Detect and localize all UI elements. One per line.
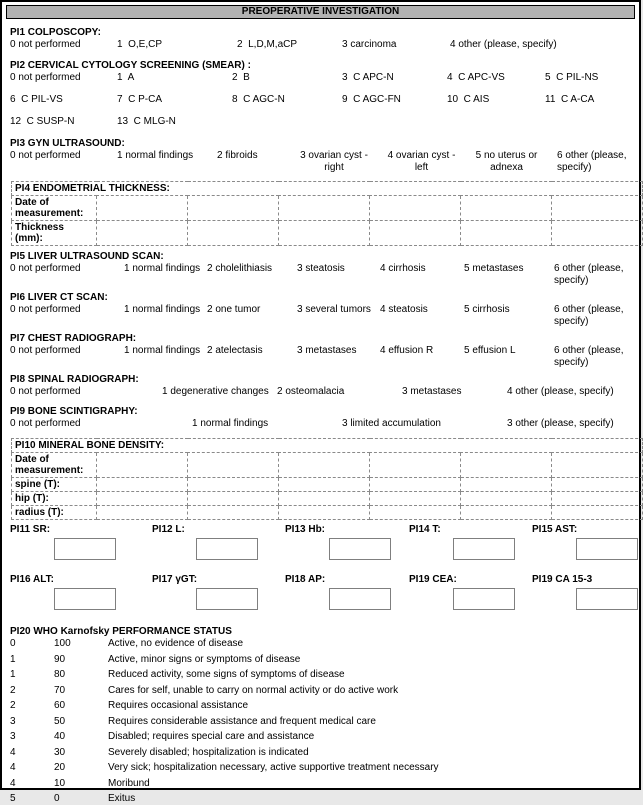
pi8-options [10,386,635,398]
table-cell[interactable] [370,453,461,478]
performance-status-row [6,654,635,666]
table-cell[interactable] [370,492,461,506]
table-cell[interactable] [188,453,279,478]
option: 1 A [117,72,135,83]
pi11-label: PI11 SR: [10,524,51,535]
pi1-options [10,39,635,51]
section-pi1 [6,27,635,51]
option: 3 metastases [402,386,462,397]
performance-status-row [6,700,635,712]
option: 1 O,E,CP [117,39,163,50]
pi10-row-label: radius (T): [12,506,97,520]
section-pi5 [6,251,635,287]
table-cell[interactable] [188,196,279,221]
lab-field-pi12 [152,524,285,560]
pi4-title: PI4 ENDOMETRIAL THICKNESS: [12,182,643,196]
pi10-row-label: Date of measurement: [12,453,97,478]
table-cell[interactable] [552,492,643,506]
option: 1 degenerative changes [162,386,269,397]
karnofsky-score: 90 [54,653,66,665]
pi1-title: PI1 COLPOSCOPY: [10,27,101,38]
pi20-title: PI20 WHO Karnofsky PERFORMANCE STATUS [10,626,232,637]
performance-status-row [6,716,635,728]
who-grade: 1 [10,669,16,680]
karnofsky-score: 60 [54,700,66,711]
table-cell[interactable] [97,221,188,246]
performance-status-row [6,669,635,681]
pi7-options [10,345,635,369]
option: 3 carcinoma [342,39,397,50]
table-cell[interactable] [97,492,188,506]
option: 0 not performed [10,386,81,397]
option: 5 metastases [464,263,524,274]
who-grade: 0 [10,638,16,649]
pi19-cea-input[interactable] [453,588,515,610]
pi19-ca153-label: PI19 CA 15-3 [532,574,593,585]
option: 2 atelectasis [207,345,263,356]
option: 8 C AGC-N [232,94,285,105]
option: 4 ovarian cyst - left [387,150,459,173]
lab-field-pi16 [10,574,152,610]
performance-status-row [6,762,635,774]
pi12-l-input[interactable] [196,538,258,560]
table-cell[interactable] [461,492,552,506]
option: 2 L,D,M,aCP [237,39,298,50]
option: 0 not performed [10,150,81,161]
option: 5 effusion L [464,345,516,356]
option: 1 normal findings [117,150,194,161]
table-cell[interactable] [461,196,552,221]
table-cell[interactable] [552,453,643,478]
table-cell[interactable] [97,506,188,520]
option: 3 several tumors [297,304,371,315]
table-cell[interactable] [552,506,643,520]
option: 4 steatosis [380,304,428,315]
status-description: Requires considerable assistance and frequent medical care [108,715,376,727]
status-description: Disabled; requires special care and assistance [108,731,315,742]
option: 4 effusion R [380,345,434,356]
option: 10 C AIS [447,94,490,105]
form-header [6,5,635,19]
option: 5 cirrhosis [464,304,510,315]
pi2-options-row1 [10,72,635,84]
status-description: Cares for self, unable to carry on normal activity or do active work [108,684,399,696]
option: 13 C MLG-N [117,116,176,127]
pi2-options-row3 [10,116,635,128]
who-grade: 4 [10,746,16,758]
lab-field-pi13 [285,524,409,560]
status-description: Severely disabled; hospitalization is indicated [108,746,309,758]
lab-field-pi15 [532,524,638,560]
option: 0 not performed [10,263,81,274]
option: 0 not performed [10,72,81,83]
pi17-label: PI17 γGT: [152,574,198,585]
section-pi4 [6,181,635,246]
option: 4 cirrhosis [380,263,426,274]
option: 6 other (please, specify) [554,345,627,368]
option: 3 metastases [297,345,357,356]
pi19-cea-label: PI19 CEA: [409,574,457,585]
table-cell[interactable] [279,492,370,506]
pi5-options [10,263,635,287]
pi14-t-input[interactable] [453,538,515,560]
section-pi20 [6,626,635,805]
lab-field-pi14 [409,524,532,560]
table-cell[interactable] [188,506,279,520]
option: 4 other (please, specify) [507,386,614,397]
who-grade: 2 [10,700,16,711]
table-cell[interactable] [552,221,643,246]
who-grade: 4 [10,777,16,789]
pi10-row-label: hip (T): [12,492,97,506]
performance-status-row [6,638,635,650]
lab-field-pi19-ca153 [532,574,638,610]
karnofsky-score: 40 [54,731,66,742]
section-pi9 [6,406,635,430]
pi7-title: PI7 CHEST RADIOGRAPH: [10,333,137,344]
option: 0 not performed [10,39,81,50]
pi4-row-label: Thickness (mm): [12,221,97,246]
who-grade: 3 [10,715,16,727]
option: 3 steatosis [297,263,345,274]
table-cell[interactable] [461,506,552,520]
table-cell[interactable] [279,478,370,492]
lab-field-pi17 [152,574,285,610]
table-cell[interactable] [188,492,279,506]
status-description: Active, minor signs or symptoms of disease [108,653,301,665]
pi14-label: PI14 T: [409,524,441,535]
option: 6 other (please, specify) [554,304,627,327]
table-cell[interactable] [279,196,370,221]
karnofsky-score: 100 [54,638,71,649]
table-cell[interactable] [461,478,552,492]
section-pi2 [6,60,635,128]
status-description: Active, no evidence of disease [108,638,244,649]
table-cell[interactable] [461,453,552,478]
karnofsky-score: 30 [54,746,66,758]
karnofsky-score: 0 [54,793,60,804]
pi13-label: PI13 Hb: [285,524,326,535]
pi9-title: PI9 BONE SCINTIGRAPHY: [10,406,138,417]
option: 4 C APC-VS [447,72,505,83]
table-cell[interactable] [461,221,552,246]
performance-status-row [6,731,635,743]
pi15-ast-input[interactable] [576,538,638,560]
option: 2 fibroids [217,150,258,161]
karnofsky-score: 10 [54,777,66,789]
pi3-options [10,150,635,174]
option: 6 other (please, specify) [557,150,630,173]
table-cell[interactable] [97,453,188,478]
pi6-title: PI6 LIVER CT SCAN: [10,292,108,303]
pi18-ap-input[interactable] [329,588,391,610]
who-grade: 1 [10,653,16,665]
section-pi7 [6,333,635,369]
status-description: Exitus [108,793,136,804]
table-cell[interactable] [279,453,370,478]
pi2-options-row2 [10,94,635,106]
option: 5 C PIL-NS [545,72,599,83]
section-pi10 [6,438,635,520]
table-cell[interactable] [97,478,188,492]
option: 3 C APC-N [342,72,394,83]
section-pi6 [6,292,635,328]
option: 0 not performed [10,345,81,356]
table-cell[interactable] [279,221,370,246]
table-cell[interactable] [370,478,461,492]
option: 0 not performed [10,418,81,429]
table-cell[interactable] [552,478,643,492]
pi17-ggt-input[interactable] [196,588,258,610]
karnofsky-score: 50 [54,715,66,727]
pi6-options [10,304,635,328]
table-cell[interactable] [188,478,279,492]
who-grade: 3 [10,731,16,742]
pi8-title: PI8 SPINAL RADIOGRAPH: [10,374,139,385]
performance-status-row [6,778,635,790]
pi13-hb-input[interactable] [329,538,391,560]
performance-status-row [6,747,635,759]
status-description: Very sick; hospitalization necessary, active supportive treatment necessary [108,762,439,773]
option: 0 not performed [10,304,81,315]
table-cell[interactable] [279,506,370,520]
who-grade: 5 [10,793,16,804]
who-grade: 4 [10,762,16,773]
lab-field-pi19-cea [409,574,532,610]
pi3-title: PI3 GYN ULTRASOUND: [10,138,125,149]
option: 1 normal findings [124,304,201,315]
option: 2 B [232,72,250,83]
pi10-title: PI10 MINERAL BONE DENSITY: [12,439,643,453]
option: 2 cholelithiasis [207,263,273,274]
option: 6 C PIL-VS [10,94,63,105]
option: 3 other (please, specify) [507,418,614,429]
karnofsky-score: 70 [54,684,66,696]
table-cell[interactable] [370,506,461,520]
pi9-options [10,418,635,430]
table-cell[interactable] [552,196,643,221]
option: 9 C AGC-FN [342,94,401,105]
option: 1 normal findings [124,345,201,356]
section-pi8 [6,374,635,398]
option: 6 other (please, specify) [554,263,627,286]
option: 5 no uterus or adnexa [475,150,541,173]
performance-status-row [6,685,635,697]
option: 1 normal findings [192,418,269,429]
karnofsky-score: 20 [54,762,66,773]
option: 1 normal findings [124,263,201,274]
pi5-title: PI5 LIVER ULTRASOUND SCAN: [10,251,164,262]
option: 12 C SUSP-N [10,116,75,127]
table-cell[interactable] [370,221,461,246]
status-description: Reduced activity, some signs of symptoms of disease [108,669,345,680]
who-grade: 2 [10,684,16,696]
option: 3 ovarian cyst - right [300,150,371,173]
lab-fields-row1 [6,524,635,560]
option: 3 limited accumulation [342,418,441,429]
pi16-alt-input[interactable] [54,588,116,610]
section-pi3 [6,138,635,174]
table-cell[interactable] [188,221,279,246]
option: 4 other (please, specify) [450,39,557,50]
status-description: Requires occasional assistance [108,700,249,711]
pi10-row-label: spine (T): [12,478,97,492]
lab-field-pi18 [285,574,409,610]
status-description: Moribund [108,777,150,789]
pi11-sr-input[interactable] [54,538,116,560]
pi12-label: PI12 L: [152,524,185,535]
performance-status-row [6,793,635,805]
lab-fields-row2 [6,574,635,610]
table-cell[interactable] [370,196,461,221]
pi15-label: PI15 AST: [532,524,578,535]
option: 2 one tumor [207,304,261,315]
pi19-ca153-input[interactable] [576,588,638,610]
table-cell[interactable] [97,196,188,221]
pi18-label: PI18 AP: [285,574,326,585]
form-title: PREOPERATIVE INVESTIGATION [241,6,400,17]
pi16-label: PI16 ALT: [10,574,54,585]
option: 11 C A-CA [545,94,595,105]
pi4-table [11,181,643,246]
pi2-title: PI2 CERVICAL CYTOLOGY SCREENING (SMEAR) : [10,60,251,71]
pi10-table [11,438,643,520]
lab-field-pi11 [10,524,152,560]
karnofsky-score: 80 [54,669,66,680]
option: 7 C P-CA [117,94,163,105]
pi4-row-label: Date of measurement: [12,196,97,221]
option: 2 osteomalacia [277,386,345,397]
